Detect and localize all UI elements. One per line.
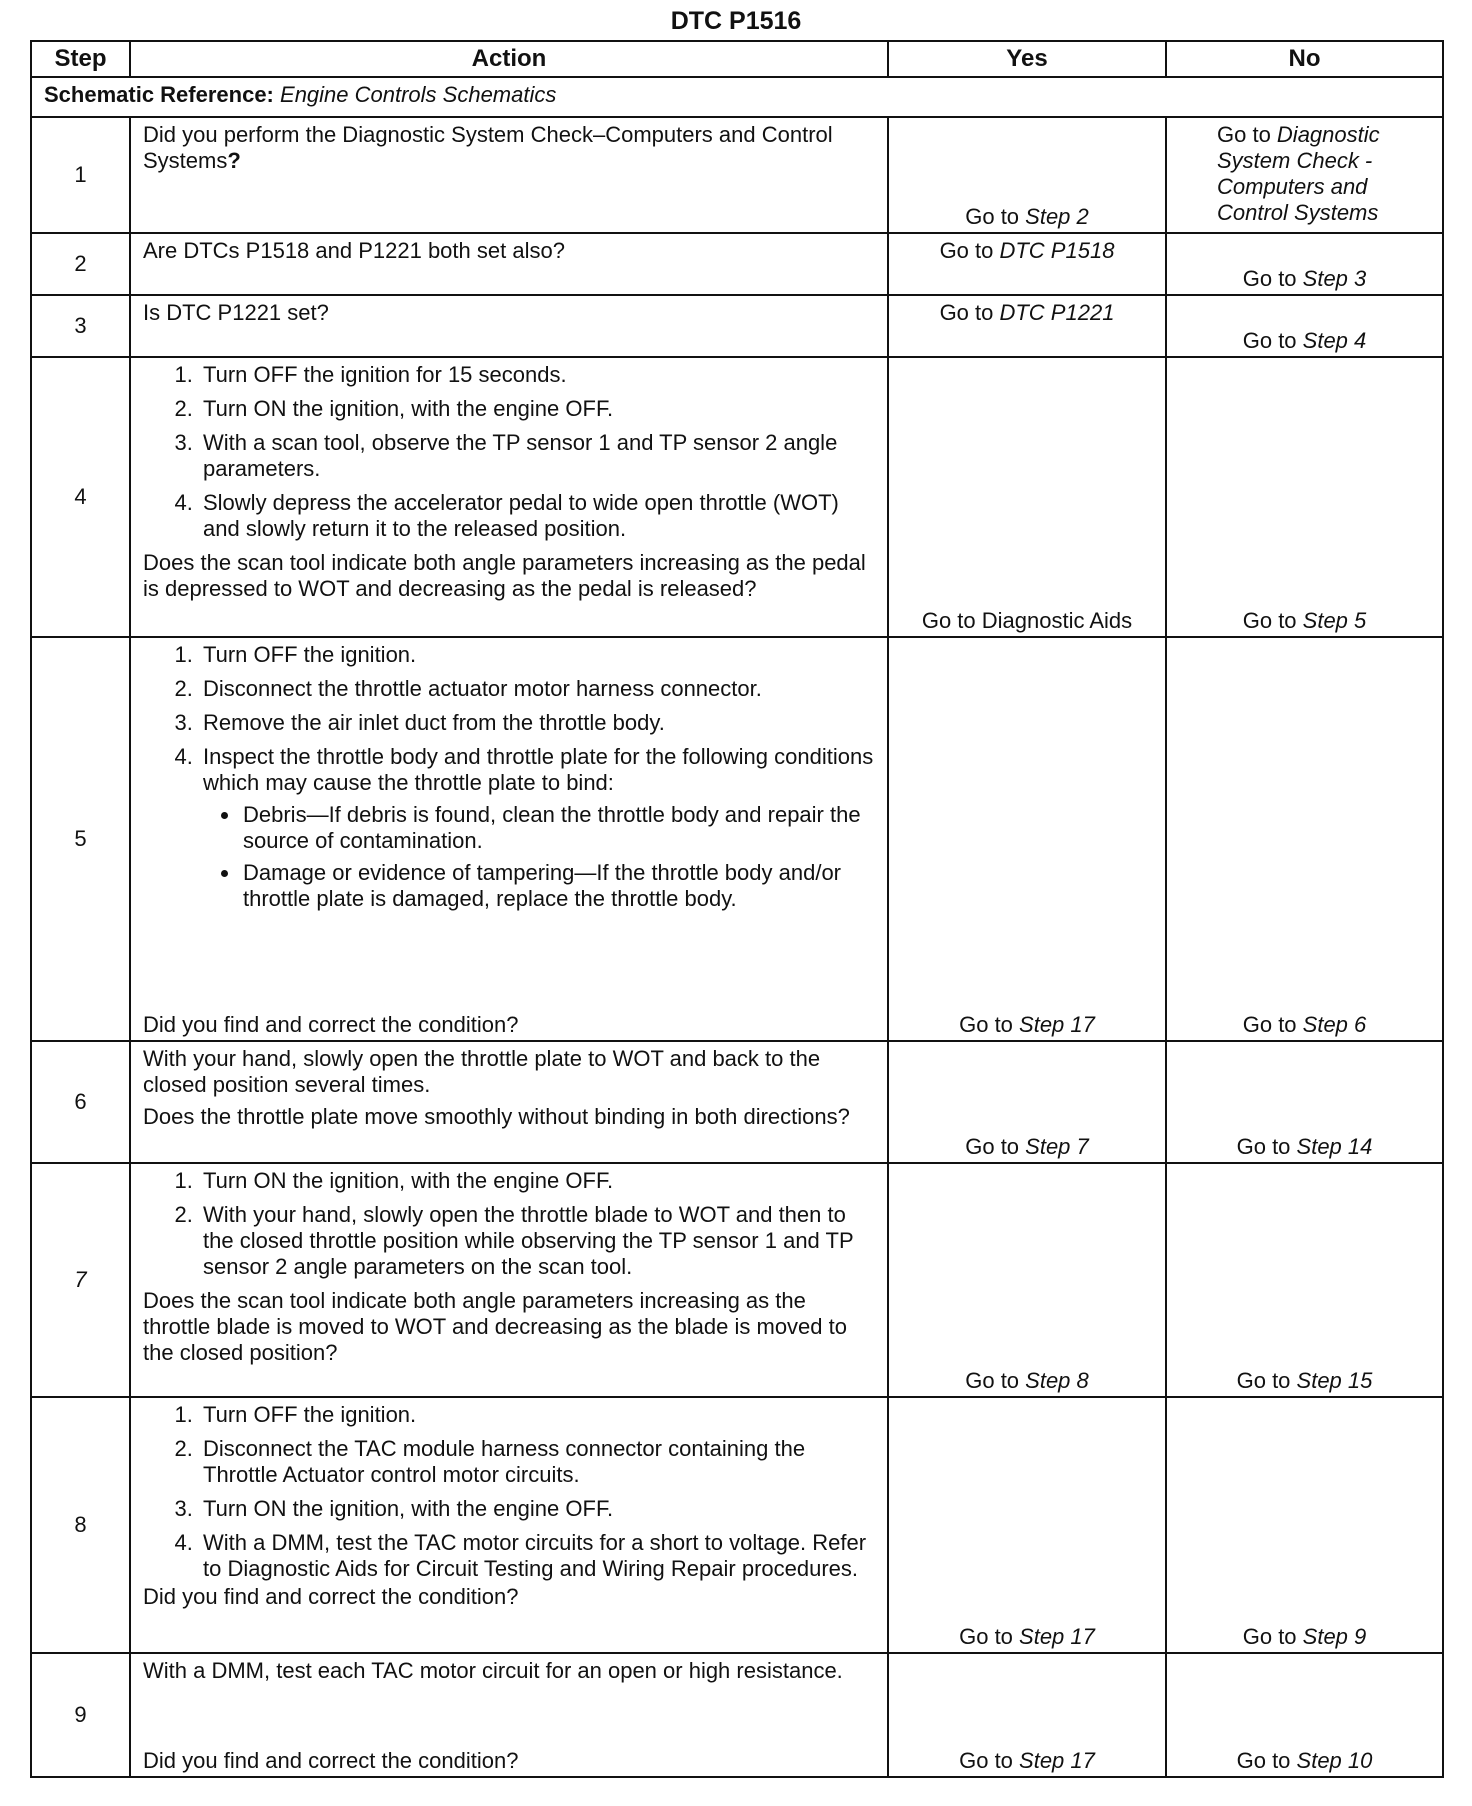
condition-item: • Damage or evidence of tampering—If the throttle body and/or throttle plate is damaged, replace the throttle body. bbox=[241, 860, 877, 912]
no-cell bbox=[1166, 1163, 1443, 1397]
goto-prefix: Go to bbox=[965, 204, 1026, 229]
procedure-list bbox=[143, 642, 877, 912]
goto-prefix: Go to bbox=[1236, 1368, 1297, 1393]
action-question: Does the scan tool indicate both angle parameters increasing as the pedal is depressed to WOT and decreasing as the pedal is released? bbox=[143, 550, 866, 601]
action-cell bbox=[130, 1653, 888, 1777]
goto-prefix: Go to bbox=[1242, 1624, 1303, 1649]
procedure-item: 2. With your hand, slowly open the throttle blade to WOT and then to the closed throttle position while observing the TP sensor 1 and TP sensor 2 angle parameters on the scan tool. bbox=[199, 1202, 877, 1280]
action-cell: Are DTCs P1518 and P1221 both set also? bbox=[130, 233, 888, 295]
yes-goto-link[interactable] bbox=[965, 204, 1089, 229]
header-step: Step bbox=[31, 41, 130, 77]
procedure-list bbox=[143, 1168, 877, 1280]
no-goto-link[interactable] bbox=[1237, 1748, 1373, 1773]
step-number: 9 bbox=[31, 1653, 130, 1777]
no-goto-link[interactable] bbox=[1243, 1624, 1367, 1649]
goto-prefix: Go to bbox=[1217, 122, 1277, 147]
procedure-item: 2. Turn ON the ignition, with the engine OFF. bbox=[199, 396, 877, 422]
action-question-mark: ? bbox=[227, 148, 241, 173]
table-row bbox=[31, 1163, 1443, 1397]
table-row bbox=[31, 117, 1443, 233]
goto-target: Step 14 bbox=[1296, 1134, 1373, 1159]
table-row bbox=[31, 233, 1443, 295]
goto-target: DTC P1518 bbox=[999, 238, 1115, 263]
step-number: 3 bbox=[31, 295, 130, 357]
yes-cell bbox=[888, 1163, 1166, 1397]
goto-target: Step 10 bbox=[1296, 1748, 1373, 1773]
goto-target: Step 7 bbox=[1025, 1134, 1089, 1159]
goto-target-line4: Control Systems bbox=[1217, 200, 1379, 225]
procedure-item: 3. Remove the air inlet duct from the throttle body. bbox=[199, 710, 877, 736]
schematic-value: Engine Controls Schematics bbox=[280, 82, 557, 107]
yes-cell bbox=[888, 1041, 1166, 1163]
step-number: 4 bbox=[31, 357, 130, 637]
no-goto-link[interactable] bbox=[1243, 266, 1367, 291]
action-question: Did you find and correct the condition? bbox=[143, 1748, 519, 1773]
no-goto-link[interactable] bbox=[1237, 1134, 1373, 1159]
action-question: Did you find and correct the condition? bbox=[143, 1012, 519, 1037]
header-no: No bbox=[1166, 41, 1443, 77]
action-cell bbox=[130, 1041, 888, 1163]
no-goto-link[interactable] bbox=[1243, 608, 1367, 633]
yes-cell bbox=[888, 233, 1166, 295]
yes-goto-link[interactable] bbox=[959, 1748, 1095, 1773]
condition-list bbox=[203, 802, 877, 912]
action-text-continued: –Computers and Control Systems bbox=[143, 122, 833, 173]
action-cell bbox=[130, 117, 888, 233]
goto-prefix: Go to bbox=[959, 1748, 1020, 1773]
goto-prefix: Go to bbox=[1236, 1134, 1297, 1159]
yes-goto-link[interactable] bbox=[940, 300, 1115, 325]
goto-prefix: Go to bbox=[965, 1134, 1026, 1159]
goto-prefix: Go to bbox=[939, 300, 1000, 325]
goto-prefix: Go to bbox=[1236, 1748, 1297, 1773]
step-number: 5 bbox=[31, 637, 130, 1041]
goto-target: Step 17 bbox=[1019, 1012, 1095, 1037]
procedure-item: 3. With a scan tool, observe the TP sensor 1 and TP sensor 2 angle parameters. bbox=[199, 430, 877, 482]
goto-target: Step 3 bbox=[1302, 266, 1367, 291]
schematic-label: Schematic Reference: bbox=[44, 82, 274, 107]
table-row bbox=[31, 637, 1443, 1041]
action-cell bbox=[130, 1163, 888, 1397]
yes-cell bbox=[888, 1397, 1166, 1653]
action-question: Does the throttle plate move smoothly without binding in both directions? bbox=[143, 1104, 850, 1129]
action-text: With a DMM, test each TAC motor circuit for an open or high resistance. bbox=[143, 1658, 843, 1683]
yes-cell bbox=[888, 117, 1166, 233]
goto-prefix: Go to bbox=[1242, 328, 1303, 353]
no-cell bbox=[1166, 117, 1443, 233]
yes-cell bbox=[888, 295, 1166, 357]
procedure-item bbox=[199, 744, 877, 912]
yes-cell bbox=[888, 637, 1166, 1041]
goto-prefix: Go to bbox=[1242, 608, 1303, 633]
page-title: DTC P1516 bbox=[670, 7, 802, 35]
no-cell bbox=[1166, 637, 1443, 1041]
procedure-item: 1. Turn OFF the ignition for 15 seconds. bbox=[199, 362, 877, 388]
procedure-list bbox=[143, 362, 877, 542]
yes-goto-link[interactable] bbox=[959, 1012, 1095, 1037]
no-cell bbox=[1166, 233, 1443, 295]
goto-target: Diagnostic bbox=[1276, 122, 1380, 147]
procedure-item: 1. Turn OFF the ignition. bbox=[199, 1402, 877, 1428]
schematic-row bbox=[31, 77, 1443, 117]
step-number: 1 bbox=[31, 117, 130, 233]
goto-prefix: Go to bbox=[959, 1624, 1020, 1649]
goto-target-line3: Computers and bbox=[1217, 174, 1368, 199]
schematic-reference bbox=[31, 77, 1443, 117]
goto-target: Step 4 bbox=[1302, 328, 1367, 353]
action-text: Did you perform the Diagnostic System Check bbox=[143, 122, 593, 147]
goto-prefix: Go to bbox=[1242, 1012, 1303, 1037]
action-question: Does the scan tool indicate both angle parameters increasing as the throttle blade is moved to WOT and decreasing as the blade is moved to the closed position? bbox=[143, 1288, 847, 1365]
goto-target: Step 17 bbox=[1019, 1748, 1095, 1773]
step-number: 7 bbox=[31, 1163, 130, 1397]
yes-goto-link[interactable] bbox=[940, 238, 1115, 263]
yes-cell bbox=[888, 1653, 1166, 1777]
no-cell bbox=[1166, 1041, 1443, 1163]
goto-target: Step 5 bbox=[1302, 608, 1367, 633]
no-goto-link[interactable] bbox=[1243, 328, 1367, 353]
no-cell bbox=[1166, 295, 1443, 357]
goto-prefix: Go to bbox=[965, 1368, 1026, 1393]
header-row bbox=[31, 41, 1443, 77]
condition-item: • Debris—If debris is found, clean the throttle body and repair the source of contamination. bbox=[241, 802, 877, 854]
goto-target: Step 15 bbox=[1296, 1368, 1373, 1393]
procedure-item: 4. Slowly depress the accelerator pedal to wide open throttle (WOT) and slowly return it to the released position. bbox=[199, 490, 877, 542]
yes-cell[interactable]: Go to Diagnostic Aids bbox=[888, 357, 1166, 637]
procedure-item-text: Inspect the throttle body and throttle plate for the following conditions which may cause the throttle plate to bind: bbox=[203, 744, 874, 795]
procedure-item: 3. Turn ON the ignition, with the engine OFF. bbox=[199, 1496, 877, 1522]
yes-goto-link[interactable] bbox=[965, 1134, 1089, 1159]
goto-target-line2: System Check - bbox=[1217, 148, 1373, 173]
goto-target: Step 17 bbox=[1019, 1624, 1095, 1649]
no-cell bbox=[1166, 357, 1443, 637]
yes-goto-link[interactable] bbox=[965, 1368, 1089, 1393]
action-text: With your hand, slowly open the throttle plate to WOT and back to the closed position several times. bbox=[143, 1046, 821, 1097]
step-number: 8 bbox=[31, 1397, 130, 1653]
goto-target: Step 9 bbox=[1302, 1624, 1367, 1649]
diagnostic-table bbox=[30, 40, 1444, 1778]
procedure-item: 1. Turn ON the ignition, with the engine OFF. bbox=[199, 1168, 877, 1194]
action-question: Did you find and correct the condition? bbox=[143, 1584, 519, 1609]
no-cell bbox=[1166, 1397, 1443, 1653]
action-cell bbox=[130, 1397, 888, 1653]
header-yes: Yes bbox=[888, 41, 1166, 77]
procedure-item: 1. Turn OFF the ignition. bbox=[199, 642, 877, 668]
goto-target: Step 6 bbox=[1302, 1012, 1367, 1037]
table-row bbox=[31, 295, 1443, 357]
action-cell bbox=[130, 637, 888, 1041]
table-row bbox=[31, 1653, 1443, 1777]
procedure-item: 4. With a DMM, test the TAC motor circuits for a short to voltage. Refer to Diagnostic Aids for Circuit Testing and Wiring Repair procedures. bbox=[199, 1530, 877, 1582]
step-number: 2 bbox=[31, 233, 130, 295]
goto-prefix: Go to bbox=[959, 1012, 1020, 1037]
step-number: 6 bbox=[31, 1041, 130, 1163]
no-goto-link[interactable] bbox=[1243, 1012, 1367, 1037]
goto-target: Step 8 bbox=[1025, 1368, 1089, 1393]
no-cell bbox=[1166, 1653, 1443, 1777]
table-row bbox=[31, 1397, 1443, 1653]
action-cell bbox=[130, 357, 888, 637]
table-row bbox=[31, 1041, 1443, 1163]
yes-goto-link[interactable] bbox=[959, 1624, 1095, 1649]
goto-target: DTC P1221 bbox=[999, 300, 1115, 325]
goto-prefix: Go to bbox=[1242, 266, 1303, 291]
goto-prefix: Go to bbox=[939, 238, 1000, 263]
procedure-item: 2. Disconnect the throttle actuator motor harness connector. bbox=[199, 676, 877, 702]
goto-target: Step 2 bbox=[1025, 204, 1089, 229]
procedure-list bbox=[143, 1402, 877, 1582]
header-action: Action bbox=[130, 41, 888, 77]
action-cell: Is DTC P1221 set? bbox=[130, 295, 888, 357]
no-goto-link[interactable] bbox=[1217, 122, 1442, 226]
no-goto-link[interactable] bbox=[1237, 1368, 1373, 1393]
procedure-item: 2. Disconnect the TAC module harness connector containing the Throttle Actuator control motor circuits. bbox=[199, 1436, 877, 1488]
table-row bbox=[31, 357, 1443, 637]
